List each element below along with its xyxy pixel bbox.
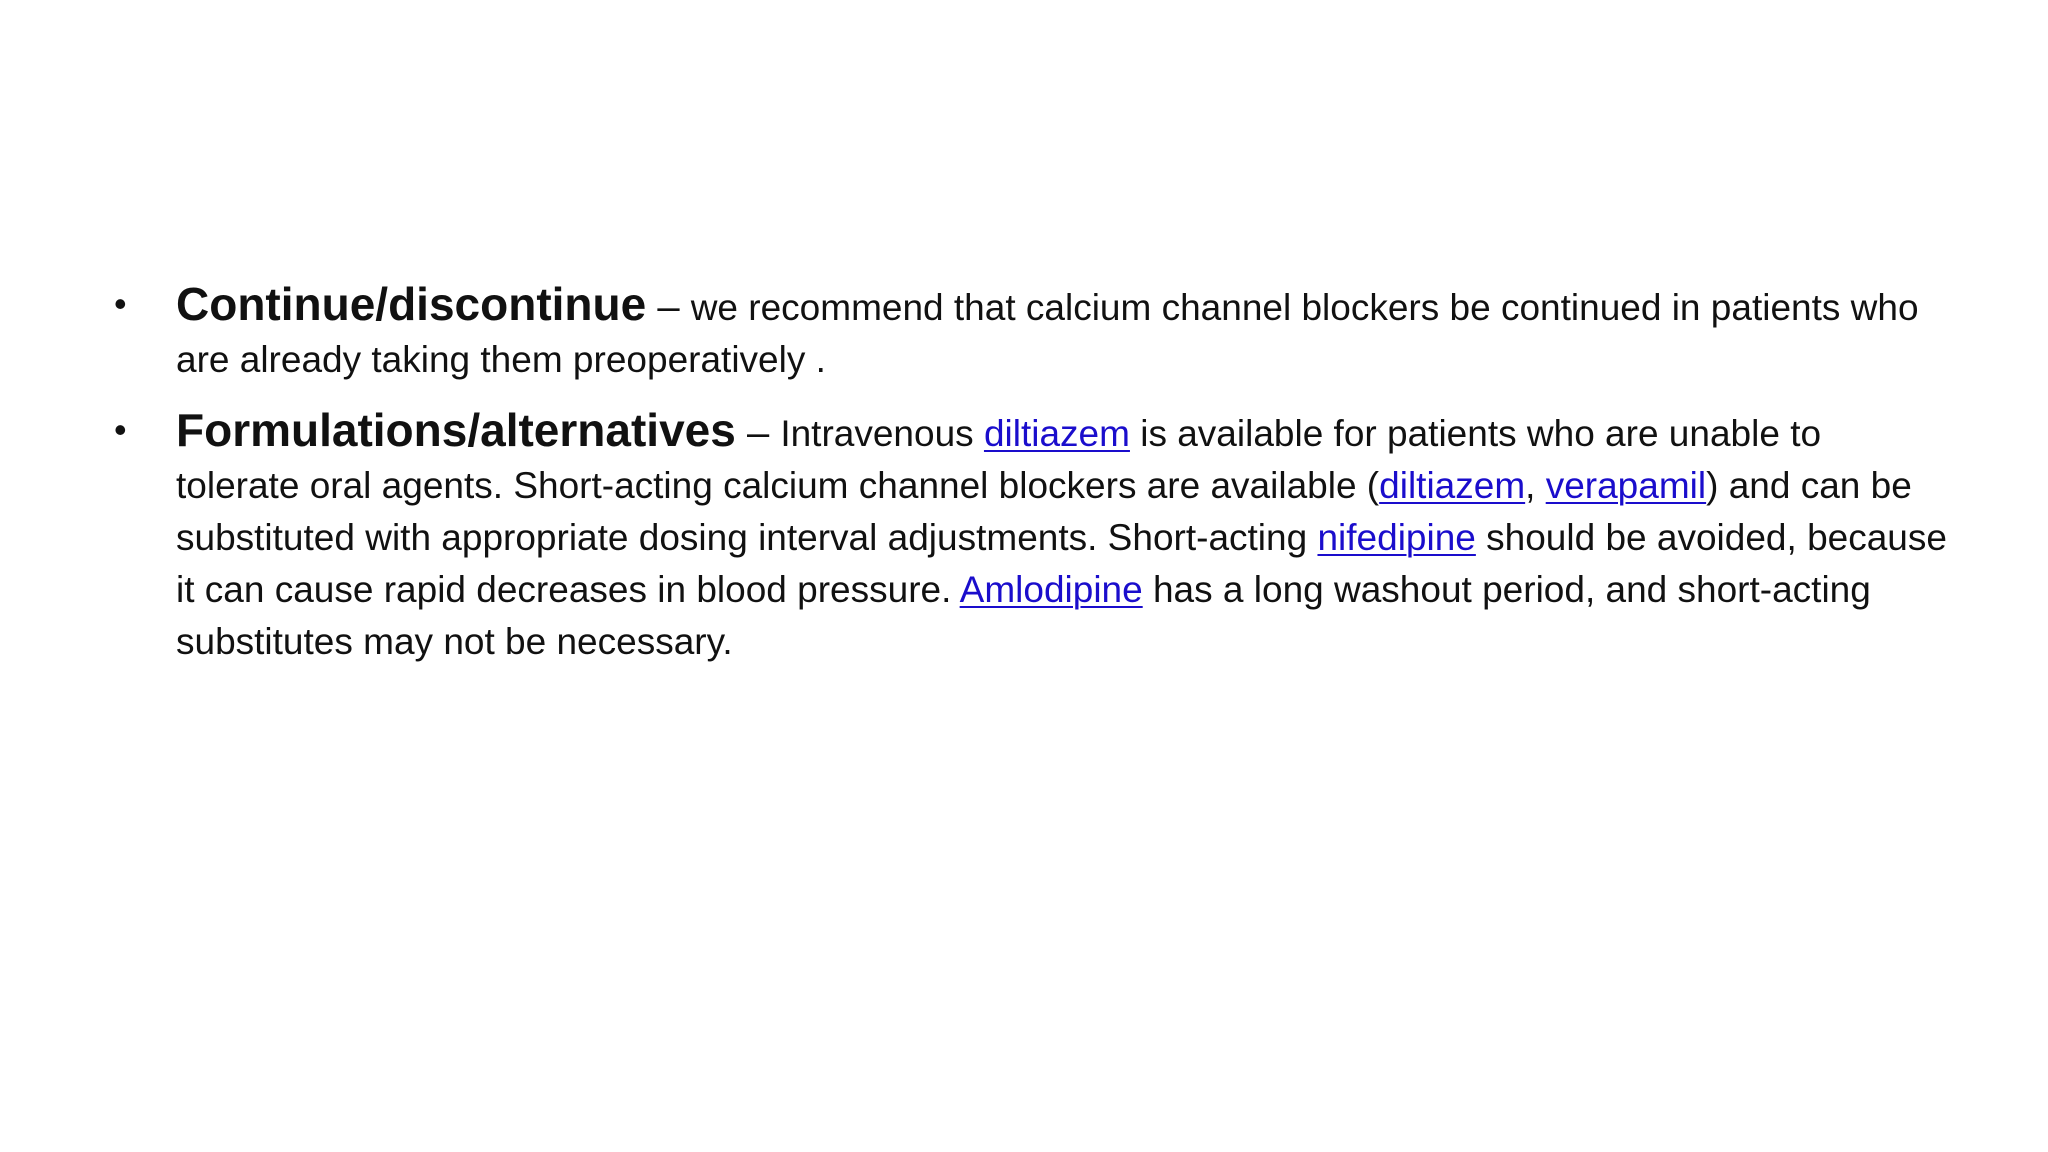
dash-separator: – [646,285,691,329]
bullet-text-segment: should be avoided, because it can cause rapid decreases in blood pressure. [176,517,1947,610]
bullet-text: we recommend that calcium channel blockers be continued in patients who are already taking them preoperatively . [176,287,1919,380]
link-diltiazem[interactable]: diltiazem [983,413,1130,454]
bullet-text-segment: , [1525,465,1546,506]
bullet-item-continue-discontinue [112,278,1952,386]
bullet-text-segment: has a long washout period, and short-acting substitutes may not be necessary. [176,569,1871,662]
link-nifedipine[interactable]: nifedipine [1317,517,1476,558]
bullet-text-segment: is available for patients who are unable to tolerate oral agents. Short-acting calcium channel blockers are available ( [176,413,1822,506]
bullet-item-formulations-alternatives [112,404,1952,668]
link-verapamil[interactable]: verapamil [1545,465,1707,506]
link-amlodipine[interactable]: Amlodipine [959,569,1143,610]
dash-separator: – [735,411,781,455]
bullet-heading: Formulations/alternatives [176,404,736,456]
link-diltiazem-2[interactable]: diltiazem [1379,465,1526,506]
bullet-heading: Continue/discontinue [176,278,647,330]
bullet-text-segment: Intravenous [780,413,984,454]
bullet-list [112,278,1952,686]
bullet-text-segment: ) and can be substituted with appropriate dosing interval adjustments. Short-acting [176,465,1912,558]
bullet-dot-icon: • [114,283,127,324]
bullet-dot-icon: • [114,409,127,450]
